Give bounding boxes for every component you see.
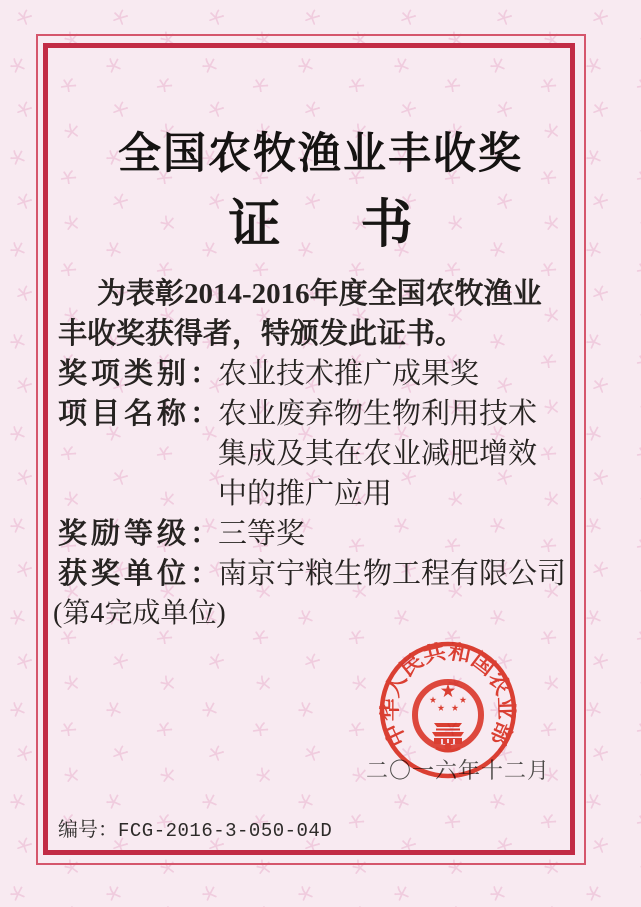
field-value-winner-unit: 南京宁粮生物工程有限公司 (218, 558, 567, 590)
project-name-line-1: 农业废弃物生物利用技术 (218, 398, 538, 430)
field-value-prize-grade: 三等奖 (218, 518, 306, 550)
intro-line-1: 为表彰2014-2016年度全国农牧渔业 (97, 278, 542, 310)
field-label-prize-grade: 奖励等级 (58, 518, 191, 550)
national-emblem-icon (415, 682, 481, 751)
field-row-project-name (58, 394, 585, 514)
intro-line-2: 丰收奖获得者，特颁发此证书。 (58, 318, 465, 350)
field-label-project-name: 项目名称 (58, 398, 191, 430)
field-label-winner-unit: 获奖单位 (58, 558, 191, 590)
seal-text: 中华人民共和国农业部 (378, 640, 518, 751)
serial-value: FCG-2016-3-050-04D (118, 820, 333, 842)
tiananmen-gate-icon (432, 723, 464, 744)
certificate-body (53, 274, 585, 634)
unit-rank-note: (第4完成单位) (53, 598, 226, 629)
star-icon (430, 696, 437, 703)
field-row-winner-unit (58, 554, 585, 594)
field-label-award-category: 奖项类别 (58, 358, 191, 390)
field-row-prize-grade (58, 514, 585, 554)
project-name-line-2: 集成及其在农业减肥增效 (218, 438, 538, 470)
issue-date: 二〇一六年十二月 (366, 758, 551, 783)
field-colon: ： (190, 398, 220, 430)
star-icon (460, 696, 467, 703)
award-title: 全国农牧渔业丰收奖 (118, 131, 523, 178)
official-seal (378, 640, 518, 780)
field-colon: ： (190, 358, 220, 390)
star-icon (452, 704, 459, 711)
project-name-line-3: 中的推广应用 (218, 478, 393, 510)
star-icon (438, 704, 445, 711)
field-value-award-category: 农业技术推广成果奖 (218, 358, 480, 390)
field-colon: ： (190, 518, 220, 550)
intro-paragraph (58, 274, 585, 354)
serial-label: 编号： (58, 819, 118, 841)
star-icon (441, 684, 455, 698)
serial-number-line (58, 813, 332, 842)
field-value-project-name (218, 394, 585, 514)
field-row-award-category (58, 354, 585, 394)
field-colon: ： (190, 558, 220, 590)
certificate-title: 证书 (228, 197, 493, 254)
